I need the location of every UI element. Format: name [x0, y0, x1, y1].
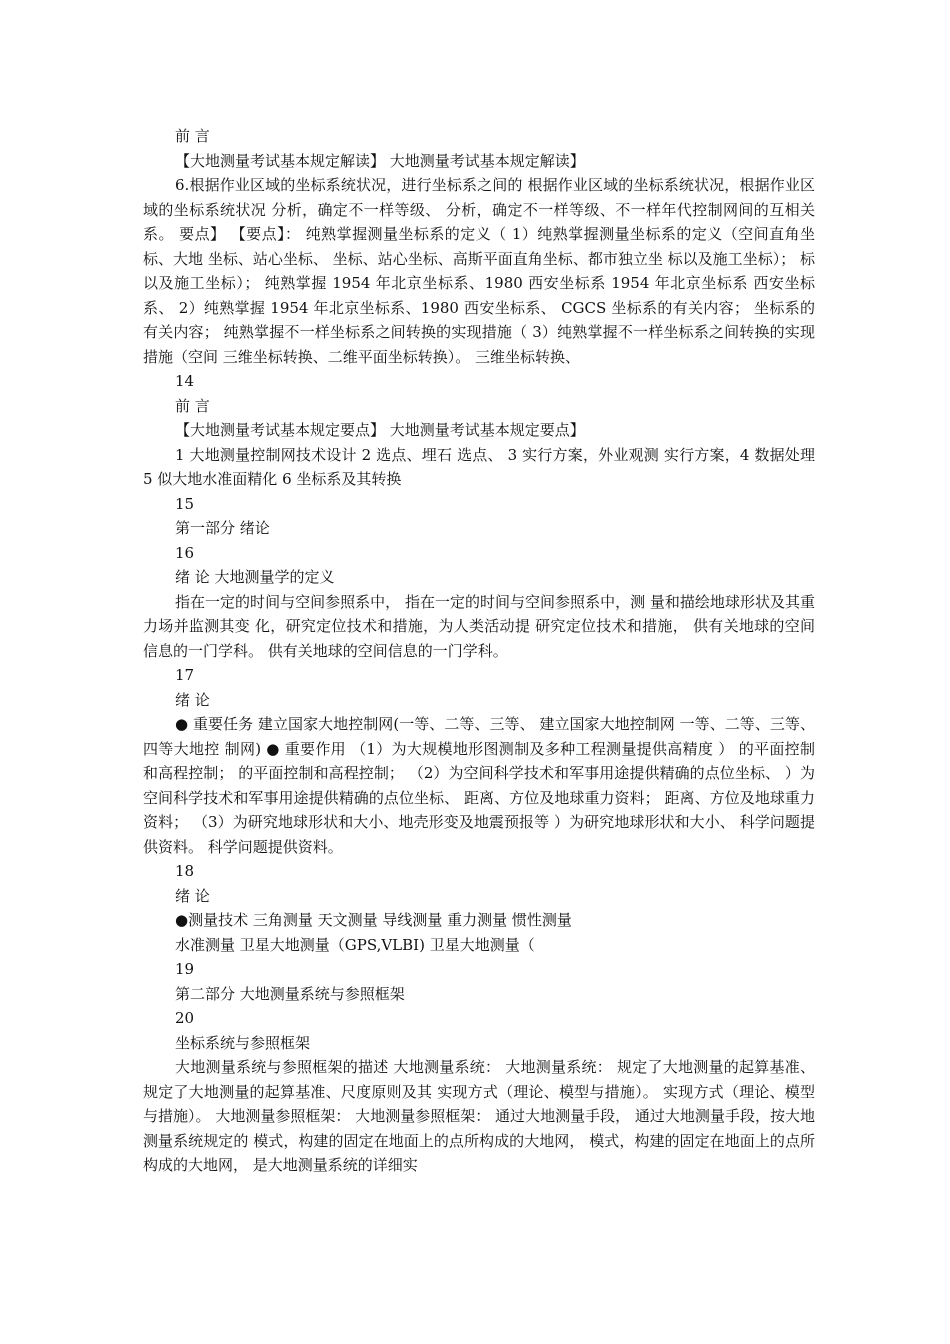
body-paragraph: 指在一定的时间与空间参照系中， 指在一定的时间与空间参照系中，测 量和描绘地球形状及其重力场并监测其变 化，研究定位技术和措施，为人类活动提 研究定位技术和措施， 供有关地球的空间信息的一门学科。 供有关地球的空间信息的一门学科。 [143, 592, 815, 660]
heading-preface: 前 言 [175, 396, 210, 415]
page-number: 15 [175, 494, 195, 513]
body-paragraph: ●测量技术 三角测量 天文测量 导线测量 重力测量 惯性测量 [175, 911, 572, 929]
part-heading: 第二部分 大地测量系统与参照框架 [175, 984, 405, 1003]
page-number: 17 [175, 666, 195, 684]
page-number: 18 [175, 862, 195, 880]
body-paragraph: 1 大地测量控制网技术设计 2 选点、埋石 选点、 3 实行方案，外业观测 实行方案，4 数据处理 5 似大地水准面精化 6 坐标系及其转换 [143, 445, 815, 488]
body-paragraph: 大地测量系统与参照框架的描述 大地测量系统： 大地测量系统： 规定了大地测量的起算基准、 规定了大地测量的起算基准、尺度原则及其 实现方式（理论、模型与措施）。 实现方式（理论、模型与措施）。 大地测量参照框架： 大地测量参照框架： 通过大地测量手段， 通过大地测量手段，按大地测量系统规定的 模式，构建的固定在地面上的点所构成的大地网， 模式，构建的固定在地面上的点所构成的大地网， 是大地测量系统的详细实 [143, 1058, 815, 1174]
document-body [143, 124, 815, 1178]
body-paragraph: 水准测量 卫星大地测量（GPS,VLBI) 卫星大地测量（ [175, 935, 535, 954]
page-number: 19 [175, 960, 195, 978]
section-title: 绪 论 [175, 690, 210, 709]
part-heading: 第一部分 绪论 [175, 519, 270, 537]
heading-preface: 前 言 [175, 127, 210, 145]
page-number: 14 [175, 372, 195, 390]
section-title: 坐标系统与参照框架 [175, 1033, 311, 1052]
section-title: 绪 论 [175, 886, 210, 905]
body-paragraph: 6.根据作业区域的坐标系统状况，进行坐标系之间的 根据作业区域的坐标系统状况，根据作业区域的坐标系统状况 分析，确定不一样等级、 分析，确定不一样等级、不一样年代控制网间的互相关 系。 要点】 【要点】： 纯熟掌握测量坐标系的定义（ 1）纯熟掌握测量坐标系的定义（空间直角坐标、大地 坐标、站心坐标、 坐标、站心坐标、高斯平面直角坐标、都市独立坐 标以及施工坐标）； 标以及施工坐标）； 纯熟掌握 1954 年北京坐标系、1980 西安坐标系 1954 年北京坐标系 西安坐标系、 2）纯熟掌握 1954 年北京坐标系、1980 西安坐标系、 CGCS 坐标系的有关内容； 坐标系的有关内容； 纯熟掌握不一样坐标系之间转换的实现措施（ 3）纯熟掌握不一样坐标系之间转换的实现措施（空间 三维坐标转换、二维平面坐标转换）。 三维坐标转换、 [143, 176, 815, 366]
section-title: 【大地测量考试基本规定要点】 大地测量考试基本规定要点】 [175, 421, 585, 439]
page-number: 16 [175, 543, 195, 562]
section-title: 绪 论 大地测量学的定义 [175, 568, 335, 586]
body-paragraph: ● 重要任务 建立国家大地控制网(一等、二等、三等、 建立国家大地控制网 一等、二等、三等、四等大地控 制网) ● 重要作用 （1）为大规模地形图测制及多种工程测量提供高精度 ） 的平面控制和高程控制； 的平面控制和高程控制； （2）为空间科学技术和军事用途提供精确的点位坐标、 ）为空间科学技术和军事用途提供精确的点位坐标、 距离、方位及地球重力资料； 距离、方位及地球重力资料； （3）为研究地球形状和大小、地壳形变及地震预报等 ）为研究地球形状和大小、 科学问题提供资料。 科学问题提供资料。 [143, 715, 815, 856]
section-title: 【大地测量考试基本规定解读】 大地测量考试基本规定解读】 [175, 151, 585, 170]
page-number: 20 [175, 1009, 195, 1027]
